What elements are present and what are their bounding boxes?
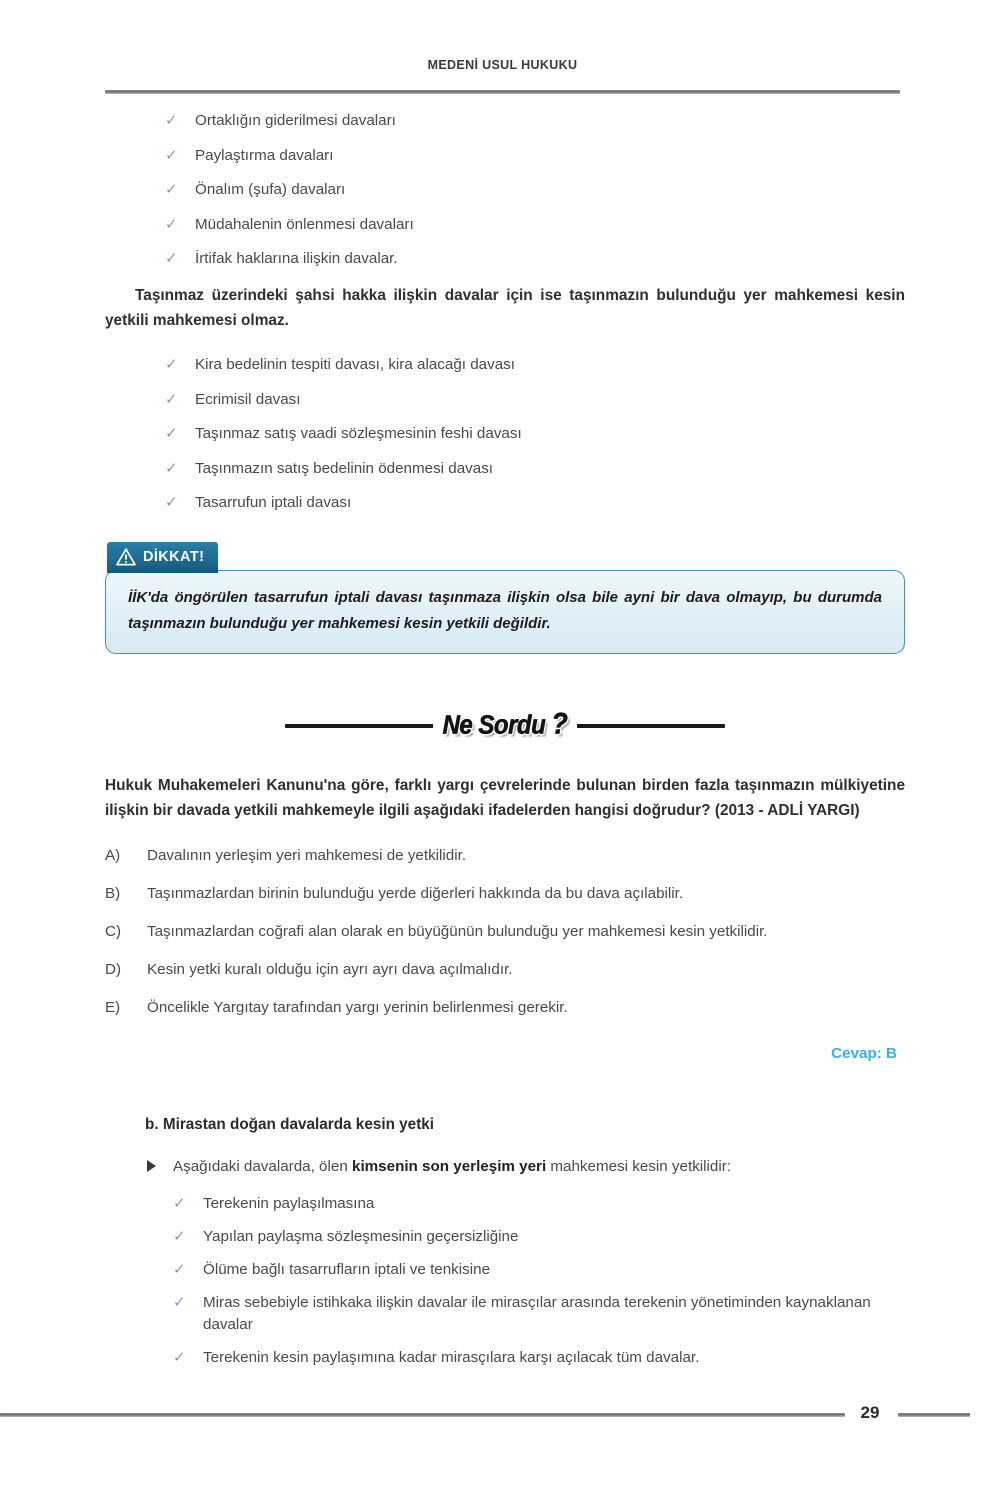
list-item: [165, 389, 905, 411]
check-icon: ✓: [173, 1227, 186, 1245]
list-item-label: Önalım (şufa) davaları: [195, 181, 346, 199]
checklist-personal-right-cases: [105, 354, 905, 514]
lead-paragraph: Taşınmaz üzerindeki şahsi hakka ilişkin davalar için ise taşınmazın bulunduğu yer mahkemesi kesin yetkili mahkemesi olmaz.: [105, 287, 905, 330]
answer-choice-b: [105, 882, 905, 905]
list-item-label: Terekenin kesin paylaşımına kadar mirasçılara karşı açılacak tüm davalar.: [203, 1349, 700, 1367]
check-icon: ✓: [165, 356, 178, 374]
answer-key-label: Cevap: B: [831, 1045, 897, 1063]
choice-letter: D): [105, 960, 122, 978]
answer-choice-a: [105, 844, 905, 867]
choice-text: Taşınmazlardan coğrafi alan olarak en büyüğünün bulunduğu yer mahkemesi kesin yetkilidir.: [147, 922, 768, 940]
choice-text: Davalının yerleşim yeri mahkemesi de yetkilidir.: [147, 846, 467, 864]
attention-callout-text: İİK'da öngörülen tasarrufun iptali davası taşınmaza ilişkin olsa bile ayni bir dava olmayıp, bu durumda taşınmazın bulunduğu yer mahkemesi kesin yetkili değildir.: [128, 589, 882, 633]
list-item: [165, 145, 905, 167]
attention-callout-label: DİKKAT!: [143, 549, 205, 566]
checklist-immovable-property-cases: [105, 110, 905, 270]
section-b: [105, 1116, 905, 1369]
check-icon: ✓: [173, 1293, 186, 1311]
running-header-title: MEDENİ USUL HUKUKU: [427, 58, 578, 72]
warning-triangle-icon: [115, 547, 137, 567]
answer-choice-d: [105, 958, 905, 981]
page-content: [105, 110, 905, 1380]
check-icon: ✓: [173, 1260, 186, 1278]
list-item: [173, 1292, 905, 1336]
list-item-label: Miras sebebiyle istihkaka ilişkin davalar ile mirasçılar arasında terekenin yönetiminden kaynaklanan davalar: [203, 1293, 871, 1334]
list-item-label: Tasarrufun iptali davası: [195, 494, 352, 512]
choice-text: Öncelikle Yargıtay tarafından yargı yerinin belirlenmesi gerekir.: [147, 999, 568, 1016]
intro-bold: kimsenin son yerleşim yeri: [352, 1158, 547, 1176]
check-icon: ✓: [165, 146, 178, 164]
list-item: [165, 492, 905, 514]
list-item-label: Ortaklığın giderilmesi davaları: [195, 112, 396, 129]
list-item-label: Kira bedelinin tespiti davası, kira alacağı davası: [195, 356, 515, 374]
ne-sordu-logo-text: Ne Sordu: [442, 711, 546, 741]
list-item: [165, 423, 905, 445]
list-item: [173, 1259, 905, 1281]
list-item-label: Yapılan paylaşma sözleşmesinin geçersizliğine: [203, 1227, 519, 1245]
ne-sordu-logo: [433, 708, 578, 741]
list-item: [165, 214, 905, 236]
checklist-inheritance-cases: [145, 1193, 905, 1369]
list-item: [165, 354, 905, 376]
list-item: [165, 248, 905, 270]
list-item-label: Terekenin paylaşılmasına: [203, 1194, 375, 1212]
intro-suffix: mahkemesi kesin yetkilidir:: [546, 1158, 732, 1176]
choice-letter: E): [105, 999, 121, 1016]
check-icon: ✓: [165, 250, 178, 268]
header-divider-rule: [105, 90, 900, 94]
check-icon: ✓: [165, 215, 178, 233]
list-item: [173, 1347, 905, 1369]
answer-choice-e: [105, 996, 905, 1019]
footer-rule-short: [898, 1413, 970, 1417]
attention-callout-body: [105, 570, 905, 654]
list-item-label: Ölüme bağlı tasarrufların iptali ve tenkisine: [203, 1260, 491, 1278]
ne-sordu-question-mark: ?: [551, 707, 568, 741]
list-item-label: Paylaştırma davaları: [195, 146, 334, 164]
list-item: [165, 110, 905, 132]
list-item: [165, 179, 905, 201]
page-number: 29: [860, 1403, 880, 1422]
exam-answer-choices: [105, 844, 905, 1019]
check-icon: ✓: [165, 112, 178, 129]
list-item: [173, 1226, 905, 1248]
footer-rule-long: [0, 1413, 845, 1417]
list-item-label: İrtifak haklarına ilişkin davalar.: [195, 250, 398, 268]
intro-prefix: Aşağıdaki davalarda, ölen: [173, 1158, 352, 1176]
section-b-intro: [145, 1156, 905, 1179]
attention-callout: [105, 542, 905, 654]
triangle-bullet-icon: [147, 1160, 156, 1172]
choice-letter: B): [105, 884, 121, 902]
section-b-heading: b. Mirastan doğan davalarda kesin yetki: [145, 1116, 435, 1134]
exam-question-text: Hukuk Muhakemeleri Kanunu'na göre, farklı yargı çevrelerinde bulunan birden fazla taşınmazın mülkiyetine ilişkin bir davada yetkili mahkemeyle ilgili aşağıdaki ifadelerden hangisi doğrudur? (2013 - ADLİ YARGI): [105, 776, 905, 819]
choice-letter: A): [105, 846, 121, 864]
check-icon: ✓: [173, 1349, 186, 1367]
choice-letter: C): [105, 922, 122, 940]
check-icon: ✓: [173, 1194, 186, 1212]
check-icon: ✓: [165, 425, 178, 443]
attention-callout-tab: [107, 542, 218, 573]
choice-text: Taşınmazlardan birinin bulunduğu yerde diğerleri hakkında da bu dava açılabilir.: [147, 884, 684, 902]
check-icon: ✓: [165, 181, 178, 199]
list-item-label: Ecrimisil davası: [195, 390, 301, 408]
choice-text: Kesin yetki kuralı olduğu için ayrı ayrı dava açılmalıdır.: [147, 960, 513, 978]
ne-sordu-banner: [105, 702, 905, 748]
check-icon: ✓: [165, 459, 178, 477]
check-icon: ✓: [165, 494, 178, 512]
list-item-label: Müdahalenin önlenmesi davaları: [195, 215, 414, 233]
list-item: [173, 1193, 905, 1215]
list-item-label: Taşınmaz satış vaadi sözleşmesinin feshi davası: [195, 425, 522, 443]
list-item: [165, 458, 905, 480]
check-icon: ✓: [165, 390, 178, 408]
answer-choice-c: [105, 920, 905, 943]
list-item-label: Taşınmazın satış bedelinin ödenmesi davası: [195, 459, 494, 477]
